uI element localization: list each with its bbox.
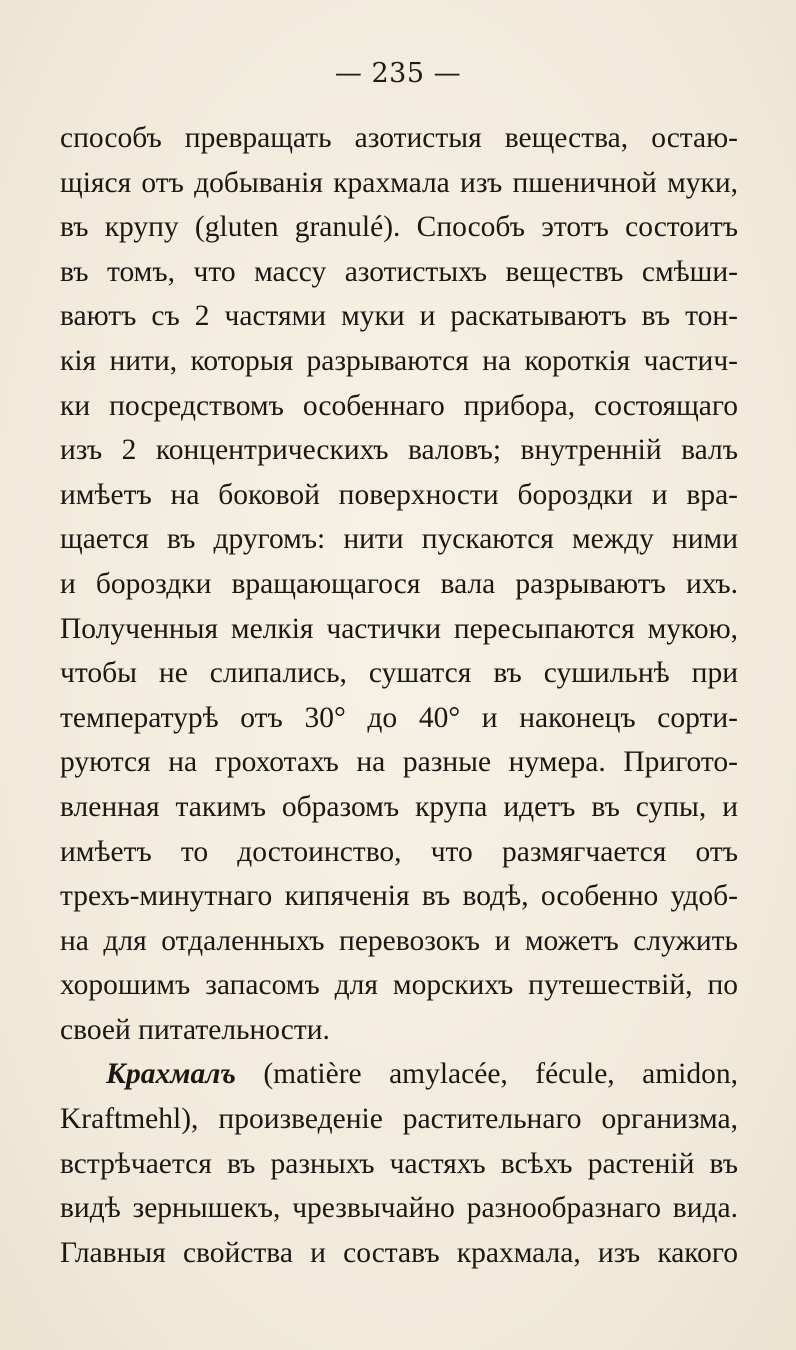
text-line: на для отдаленныхъ перевозокъ и можетъ служить	[60, 924, 738, 957]
text-line: Полученныя мелкія частички пересыпаются мукою,	[60, 612, 738, 645]
text-line: чтобы не слипались, сушатся въ сушильнѣ при	[60, 657, 738, 690]
term-heading: Крахмалъ	[106, 1058, 236, 1091]
text-line: имѣетъ то достоинство, что размягчается отъ	[60, 835, 738, 868]
text-line: ки посредствомъ особеннаго прибора, состоящаго	[60, 389, 738, 422]
text-line: щіяся отъ добыванія крахмала изъ пшеничной муки,	[60, 166, 738, 199]
text-line: въ томъ, что массу азотистыхъ веществъ смѣши-	[60, 255, 738, 288]
text-line: вленная такимъ образомъ крупа идетъ въ супы, и	[60, 790, 738, 823]
page-number: — 235 —	[334, 58, 462, 89]
text-line: руются на грохотахъ на разные нумера. Пригото-	[60, 746, 738, 779]
text-line: трехъ-минутнаго кипяченія въ водѣ, особенно удоб-	[60, 880, 738, 913]
text-line: и бороздки вращающагося вала разрываютъ ихъ.	[60, 567, 738, 600]
text-line: въ крупу (gluten granulé). Способъ этотъ состоитъ	[60, 211, 738, 244]
text-line: Kraftmehl), произведеніе растительнаго организма,	[60, 1103, 738, 1136]
text-line: температурѣ отъ 30° до 40° и наконецъ сорти-	[60, 701, 738, 734]
text-line: ваютъ съ 2 частями муки и раскатываютъ въ тон-	[60, 300, 738, 333]
text-line: кія нити, которыя разрываются на короткія частич-	[60, 344, 738, 377]
text-line: изъ 2 концентрическихъ валовъ; внутренній валъ	[60, 434, 738, 467]
text-line: видѣ зернышекъ, чрезвычайно разнообразнаго вида.	[60, 1192, 738, 1225]
text-line: щается въ другомъ: нити пускаются между ними	[60, 523, 738, 556]
text-line: Главныя свойства и составъ крахмала, изъ какого	[60, 1236, 738, 1269]
text-line: хорошимъ запасомъ для морскихъ путешествій, по	[60, 969, 738, 1002]
paragraph-end-line: своей питательности.	[60, 1013, 330, 1046]
text-line: встрѣчается въ разныхъ частяхъ всѣхъ растеній въ	[60, 1147, 738, 1180]
text-line: имѣетъ на боковой поверхности бороздки и вра-	[60, 478, 738, 511]
text-line: способъ превращать азотистыя вещества, остаю-	[60, 122, 738, 154]
paragraph-start-line	[60, 1052, 738, 1097]
term-continuation: (matière amylacée, fécule, amidon,	[235, 1058, 738, 1091]
body-text	[60, 116, 738, 1275]
